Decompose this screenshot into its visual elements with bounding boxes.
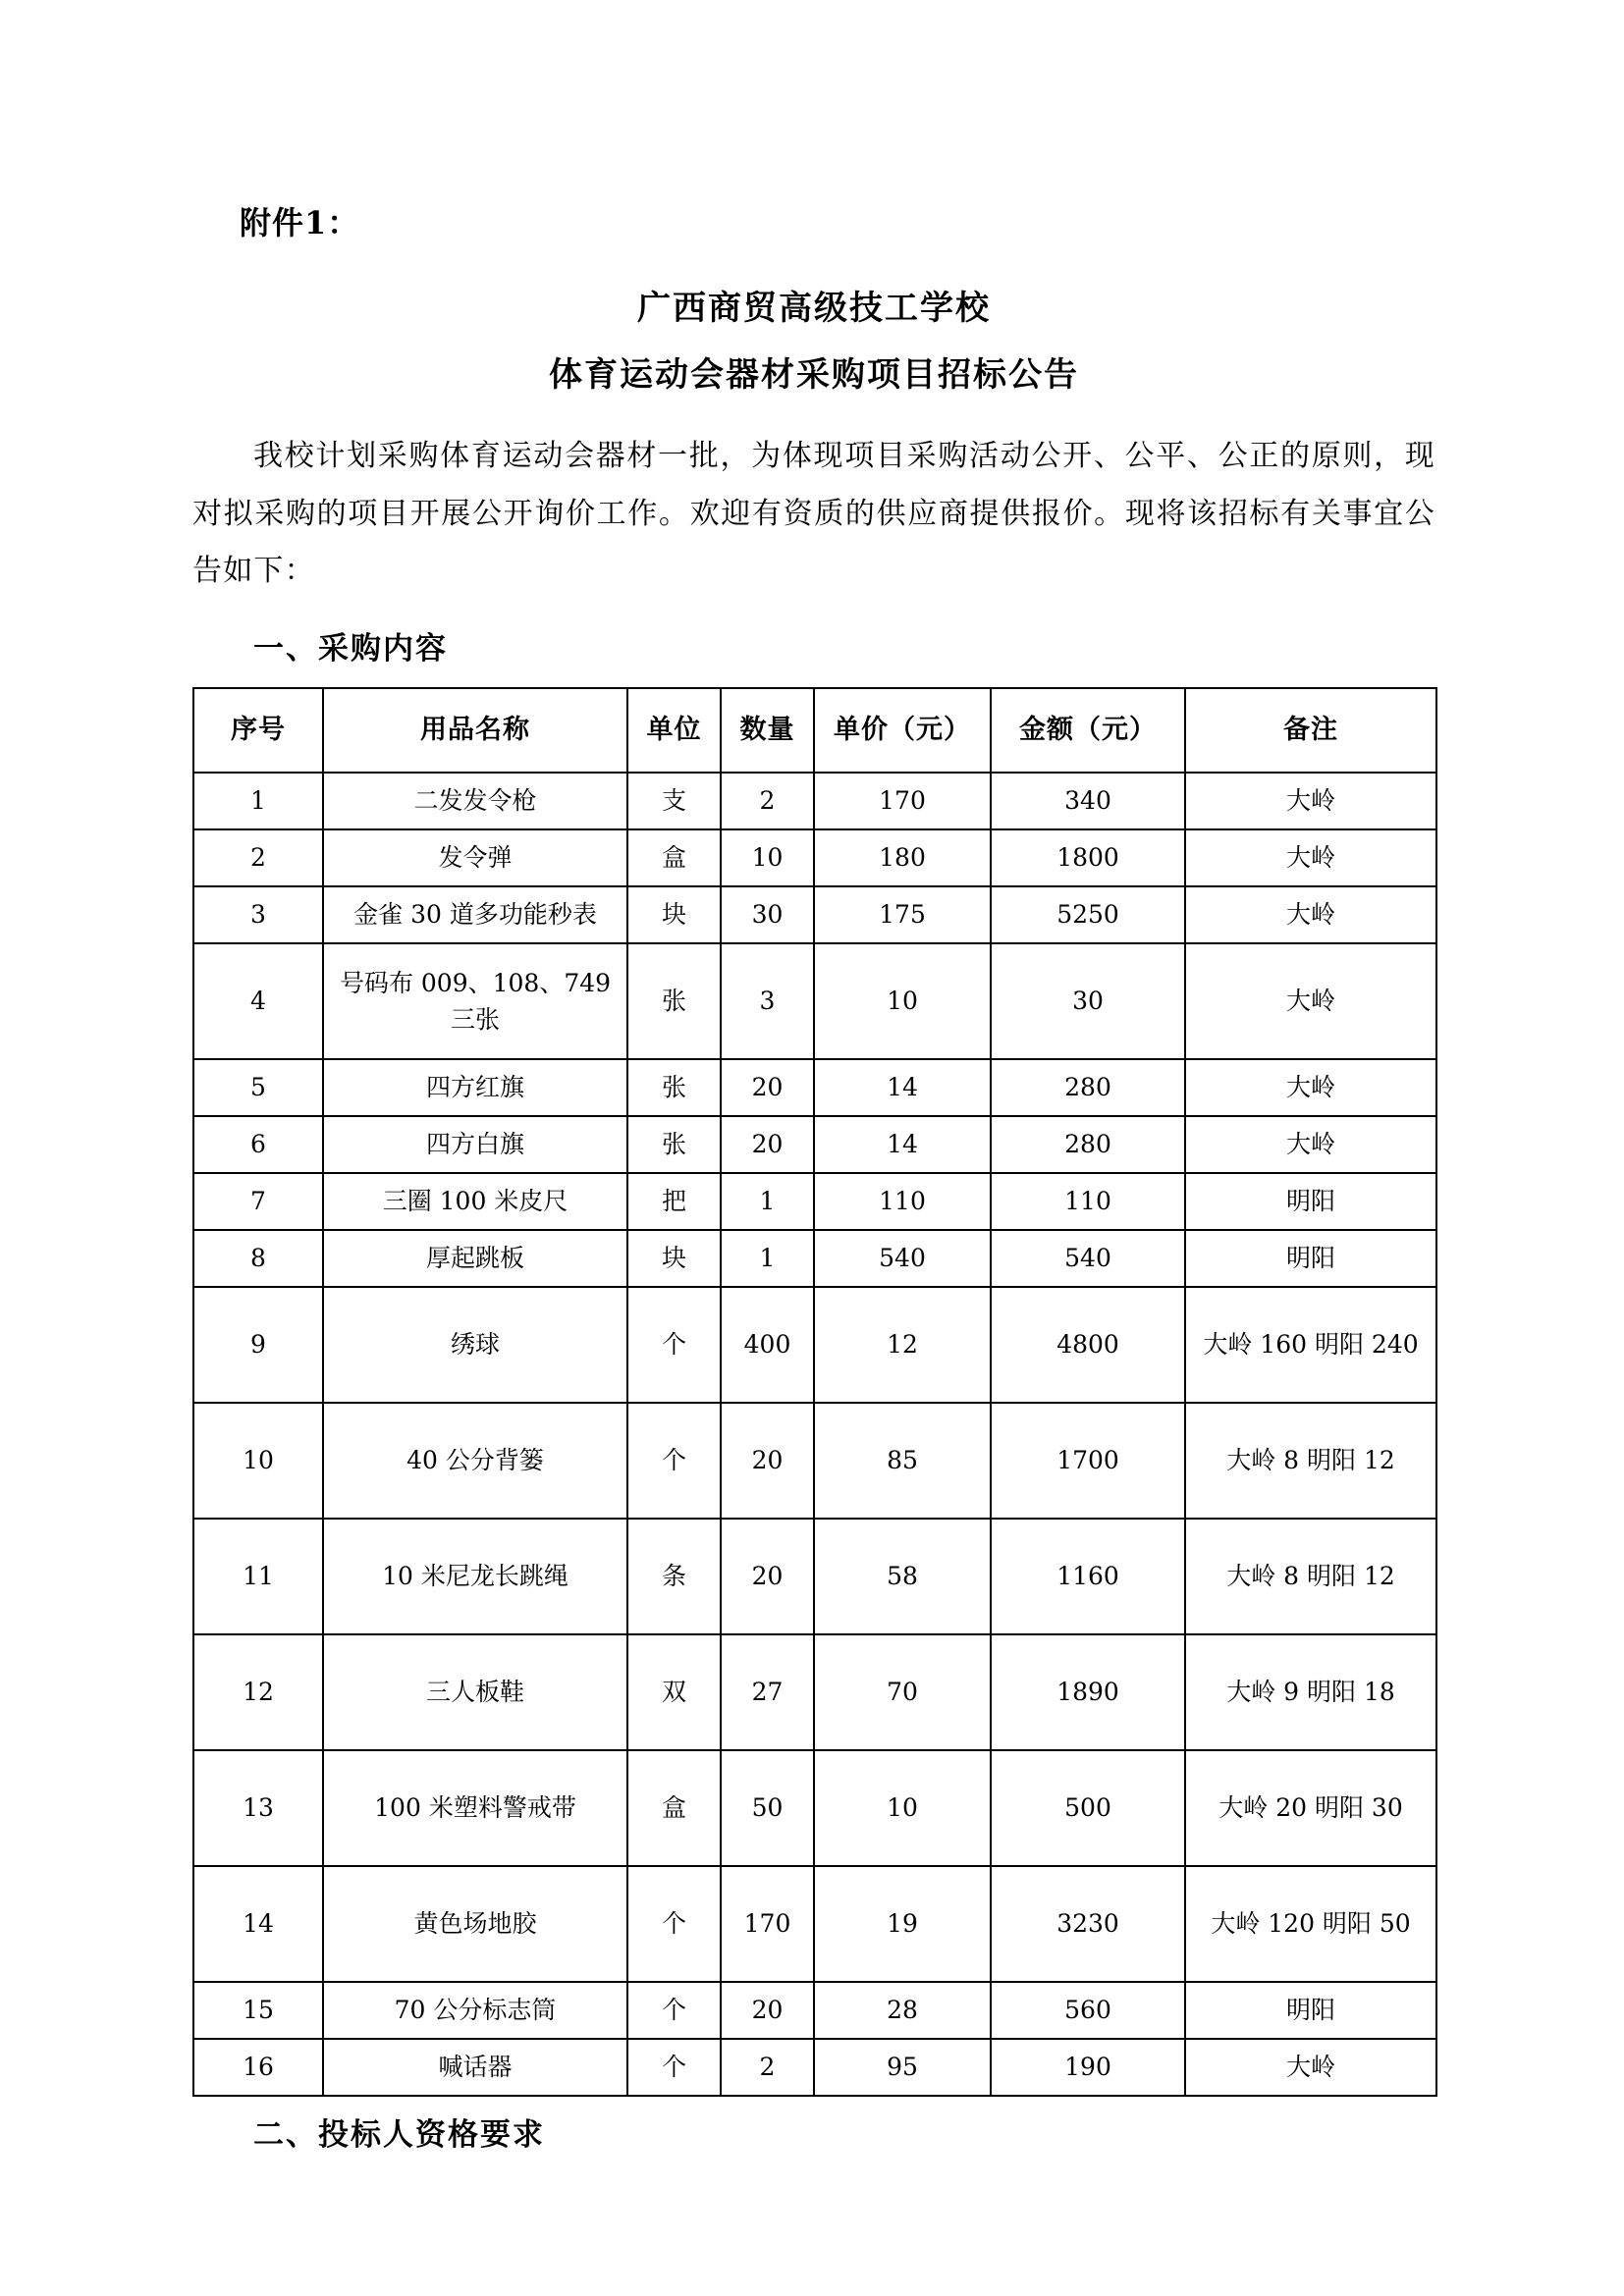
cell-unit-price: 19	[814, 1866, 991, 1982]
cell-name: 厚起跳板	[323, 1230, 627, 1287]
cell-unit: 个	[627, 1403, 721, 1519]
cell-quantity: 20	[721, 1059, 814, 1116]
cell-index: 4	[193, 943, 323, 1059]
section-heading-bidder-qualifications: 二、投标人资格要求	[253, 2117, 545, 2154]
cell-amount: 190	[991, 2039, 1185, 2096]
cell-note: 大岭	[1185, 1059, 1436, 1116]
cell-quantity: 400	[721, 1287, 814, 1403]
cell-amount: 5250	[991, 886, 1185, 943]
cell-unit-price: 110	[814, 1173, 991, 1230]
cell-unit: 个	[627, 1982, 721, 2039]
cell-index: 15	[193, 1982, 323, 2039]
table-header-name: 用品名称	[323, 688, 627, 773]
table-row	[193, 943, 1436, 1059]
cell-unit: 块	[627, 1230, 721, 1287]
cell-quantity: 1	[721, 1173, 814, 1230]
cell-unit-price: 14	[814, 1116, 991, 1173]
table-row	[193, 1287, 1436, 1403]
cell-index: 6	[193, 1116, 323, 1173]
cell-name: 70 公分标志筒	[323, 1982, 627, 2039]
cell-unit: 个	[627, 1287, 721, 1403]
table-header-row	[193, 688, 1436, 773]
cell-index: 13	[193, 1750, 323, 1866]
cell-quantity: 30	[721, 886, 814, 943]
cell-unit: 个	[627, 1866, 721, 1982]
procurement-items-table	[192, 687, 1437, 2097]
cell-name: 四方白旗	[323, 1116, 627, 1173]
cell-note: 大岭 120 明阳 50	[1185, 1866, 1436, 1982]
cell-index: 3	[193, 886, 323, 943]
cell-amount: 3230	[991, 1866, 1185, 1982]
table-header-index: 序号	[193, 688, 323, 773]
cell-note: 明阳	[1185, 1173, 1436, 1230]
cell-unit: 个	[627, 2039, 721, 2096]
cell-note: 大岭 8 明阳 12	[1185, 1403, 1436, 1519]
table-body	[193, 773, 1436, 2096]
cell-quantity: 10	[721, 829, 814, 886]
cell-amount: 500	[991, 1750, 1185, 1866]
cell-quantity: 27	[721, 1634, 814, 1750]
cell-name: 黄色场地胶	[323, 1866, 627, 1982]
cell-name: 三圈 100 米皮尺	[323, 1173, 627, 1230]
cell-unit: 条	[627, 1519, 721, 1634]
table-row	[193, 1059, 1436, 1116]
cell-note: 大岭	[1185, 1116, 1436, 1173]
cell-note: 大岭	[1185, 829, 1436, 886]
table-header-quantity: 数量	[721, 688, 814, 773]
cell-unit-price: 95	[814, 2039, 991, 2096]
cell-note: 明阳	[1185, 1982, 1436, 2039]
table-row	[193, 1634, 1436, 1750]
cell-unit-price: 28	[814, 1982, 991, 2039]
cell-index: 16	[193, 2039, 323, 2096]
cell-name: 发令弹	[323, 829, 627, 886]
cell-name: 二发发令枪	[323, 773, 627, 829]
table-row	[193, 1403, 1436, 1519]
cell-index: 8	[193, 1230, 323, 1287]
cell-unit: 把	[627, 1173, 721, 1230]
cell-unit: 盒	[627, 1750, 721, 1866]
cell-index: 11	[193, 1519, 323, 1634]
cell-name: 喊话器	[323, 2039, 627, 2096]
cell-index: 7	[193, 1173, 323, 1230]
table-row	[193, 1230, 1436, 1287]
table-row	[193, 886, 1436, 943]
cell-index: 5	[193, 1059, 323, 1116]
cell-unit-price: 175	[814, 886, 991, 943]
cell-index: 12	[193, 1634, 323, 1750]
attachment-label: 附件1：	[240, 204, 360, 241]
cell-note: 大岭	[1185, 773, 1436, 829]
cell-name: 10 米尼龙长跳绳	[323, 1519, 627, 1634]
table-row	[193, 1519, 1436, 1634]
cell-unit-price: 180	[814, 829, 991, 886]
cell-note: 大岭 8 明阳 12	[1185, 1519, 1436, 1634]
cell-amount: 280	[991, 1059, 1185, 1116]
cell-name: 绣球	[323, 1287, 627, 1403]
cell-quantity: 2	[721, 2039, 814, 2096]
cell-note: 大岭 160 明阳 240	[1185, 1287, 1436, 1403]
cell-unit: 支	[627, 773, 721, 829]
document-content	[192, 0, 1435, 2159]
cell-index: 10	[193, 1403, 323, 1519]
cell-name: 100 米塑料警戒带	[323, 1750, 627, 1866]
cell-amount: 340	[991, 773, 1185, 829]
document-title-line-2: 体育运动会器材采购项目招标公告	[549, 355, 1079, 396]
table-row	[193, 829, 1436, 886]
cell-amount: 540	[991, 1230, 1185, 1287]
cell-note: 大岭 9 明阳 18	[1185, 1634, 1436, 1750]
cell-amount: 280	[991, 1116, 1185, 1173]
cell-index: 1	[193, 773, 323, 829]
cell-quantity: 20	[721, 1116, 814, 1173]
table-row	[193, 2039, 1436, 2096]
table-row	[193, 1750, 1436, 1866]
cell-quantity: 50	[721, 1750, 814, 1866]
cell-unit-price: 58	[814, 1519, 991, 1634]
cell-amount: 110	[991, 1173, 1185, 1230]
cell-unit-price: 70	[814, 1634, 991, 1750]
cell-quantity: 1	[721, 1230, 814, 1287]
cell-unit: 张	[627, 1116, 721, 1173]
cell-amount: 1890	[991, 1634, 1185, 1750]
introduction-paragraph: 我校计划采购体育运动会器材一批，为体现项目采购活动公开、公平、公正的原则，现对拟采购的项目开展公开询价工作。欢迎有资质的供应商提供报价。现将该招标有关事宜公告如下：	[192, 439, 1435, 589]
table-row	[193, 1173, 1436, 1230]
table-row	[193, 1982, 1436, 2039]
cell-quantity: 3	[721, 943, 814, 1059]
cell-name: 金雀 30 道多功能秒表	[323, 886, 627, 943]
cell-name: 三人板鞋	[323, 1634, 627, 1750]
cell-unit-price: 10	[814, 1750, 991, 1866]
cell-unit-price: 540	[814, 1230, 991, 1287]
cell-name: 号码布 009、108、749 三张	[323, 943, 627, 1059]
cell-index: 2	[193, 829, 323, 886]
cell-index: 14	[193, 1866, 323, 1982]
cell-name: 40 公分背篓	[323, 1403, 627, 1519]
cell-amount: 4800	[991, 1287, 1185, 1403]
cell-name: 四方红旗	[323, 1059, 627, 1116]
cell-unit: 块	[627, 886, 721, 943]
table-header-amount: 金额（元）	[991, 688, 1185, 773]
cell-quantity: 2	[721, 773, 814, 829]
document-title-line-1: 广西商贸高级技工学校	[637, 289, 991, 329]
cell-unit: 张	[627, 943, 721, 1059]
cell-unit-price: 85	[814, 1403, 991, 1519]
cell-amount: 1160	[991, 1519, 1185, 1634]
cell-unit-price: 14	[814, 1059, 991, 1116]
cell-note: 大岭 20 明阳 30	[1185, 1750, 1436, 1866]
cell-note: 大岭	[1185, 886, 1436, 943]
section-heading-procurement-content: 一、采购内容	[253, 630, 448, 667]
cell-unit: 张	[627, 1059, 721, 1116]
cell-quantity: 20	[721, 1403, 814, 1519]
cell-unit-price: 170	[814, 773, 991, 829]
cell-quantity: 170	[721, 1866, 814, 1982]
cell-unit: 双	[627, 1634, 721, 1750]
table-row	[193, 1116, 1436, 1173]
cell-unit-price: 10	[814, 943, 991, 1059]
table-header-note: 备注	[1185, 688, 1436, 773]
cell-note: 明阳	[1185, 1230, 1436, 1287]
cell-amount: 1700	[991, 1403, 1185, 1519]
table-row	[193, 773, 1436, 829]
cell-amount: 560	[991, 1982, 1185, 2039]
cell-quantity: 20	[721, 1519, 814, 1634]
cell-amount: 30	[991, 943, 1185, 1059]
cell-quantity: 20	[721, 1982, 814, 2039]
cell-index: 9	[193, 1287, 323, 1403]
cell-note: 大岭	[1185, 943, 1436, 1059]
cell-amount: 1800	[991, 829, 1185, 886]
cell-unit: 盒	[627, 829, 721, 886]
cell-unit-price: 12	[814, 1287, 991, 1403]
table-header-unit: 单位	[627, 688, 721, 773]
table-row	[193, 1866, 1436, 1982]
cell-note: 大岭	[1185, 2039, 1436, 2096]
table-header-unit-price: 单价（元）	[814, 688, 991, 773]
